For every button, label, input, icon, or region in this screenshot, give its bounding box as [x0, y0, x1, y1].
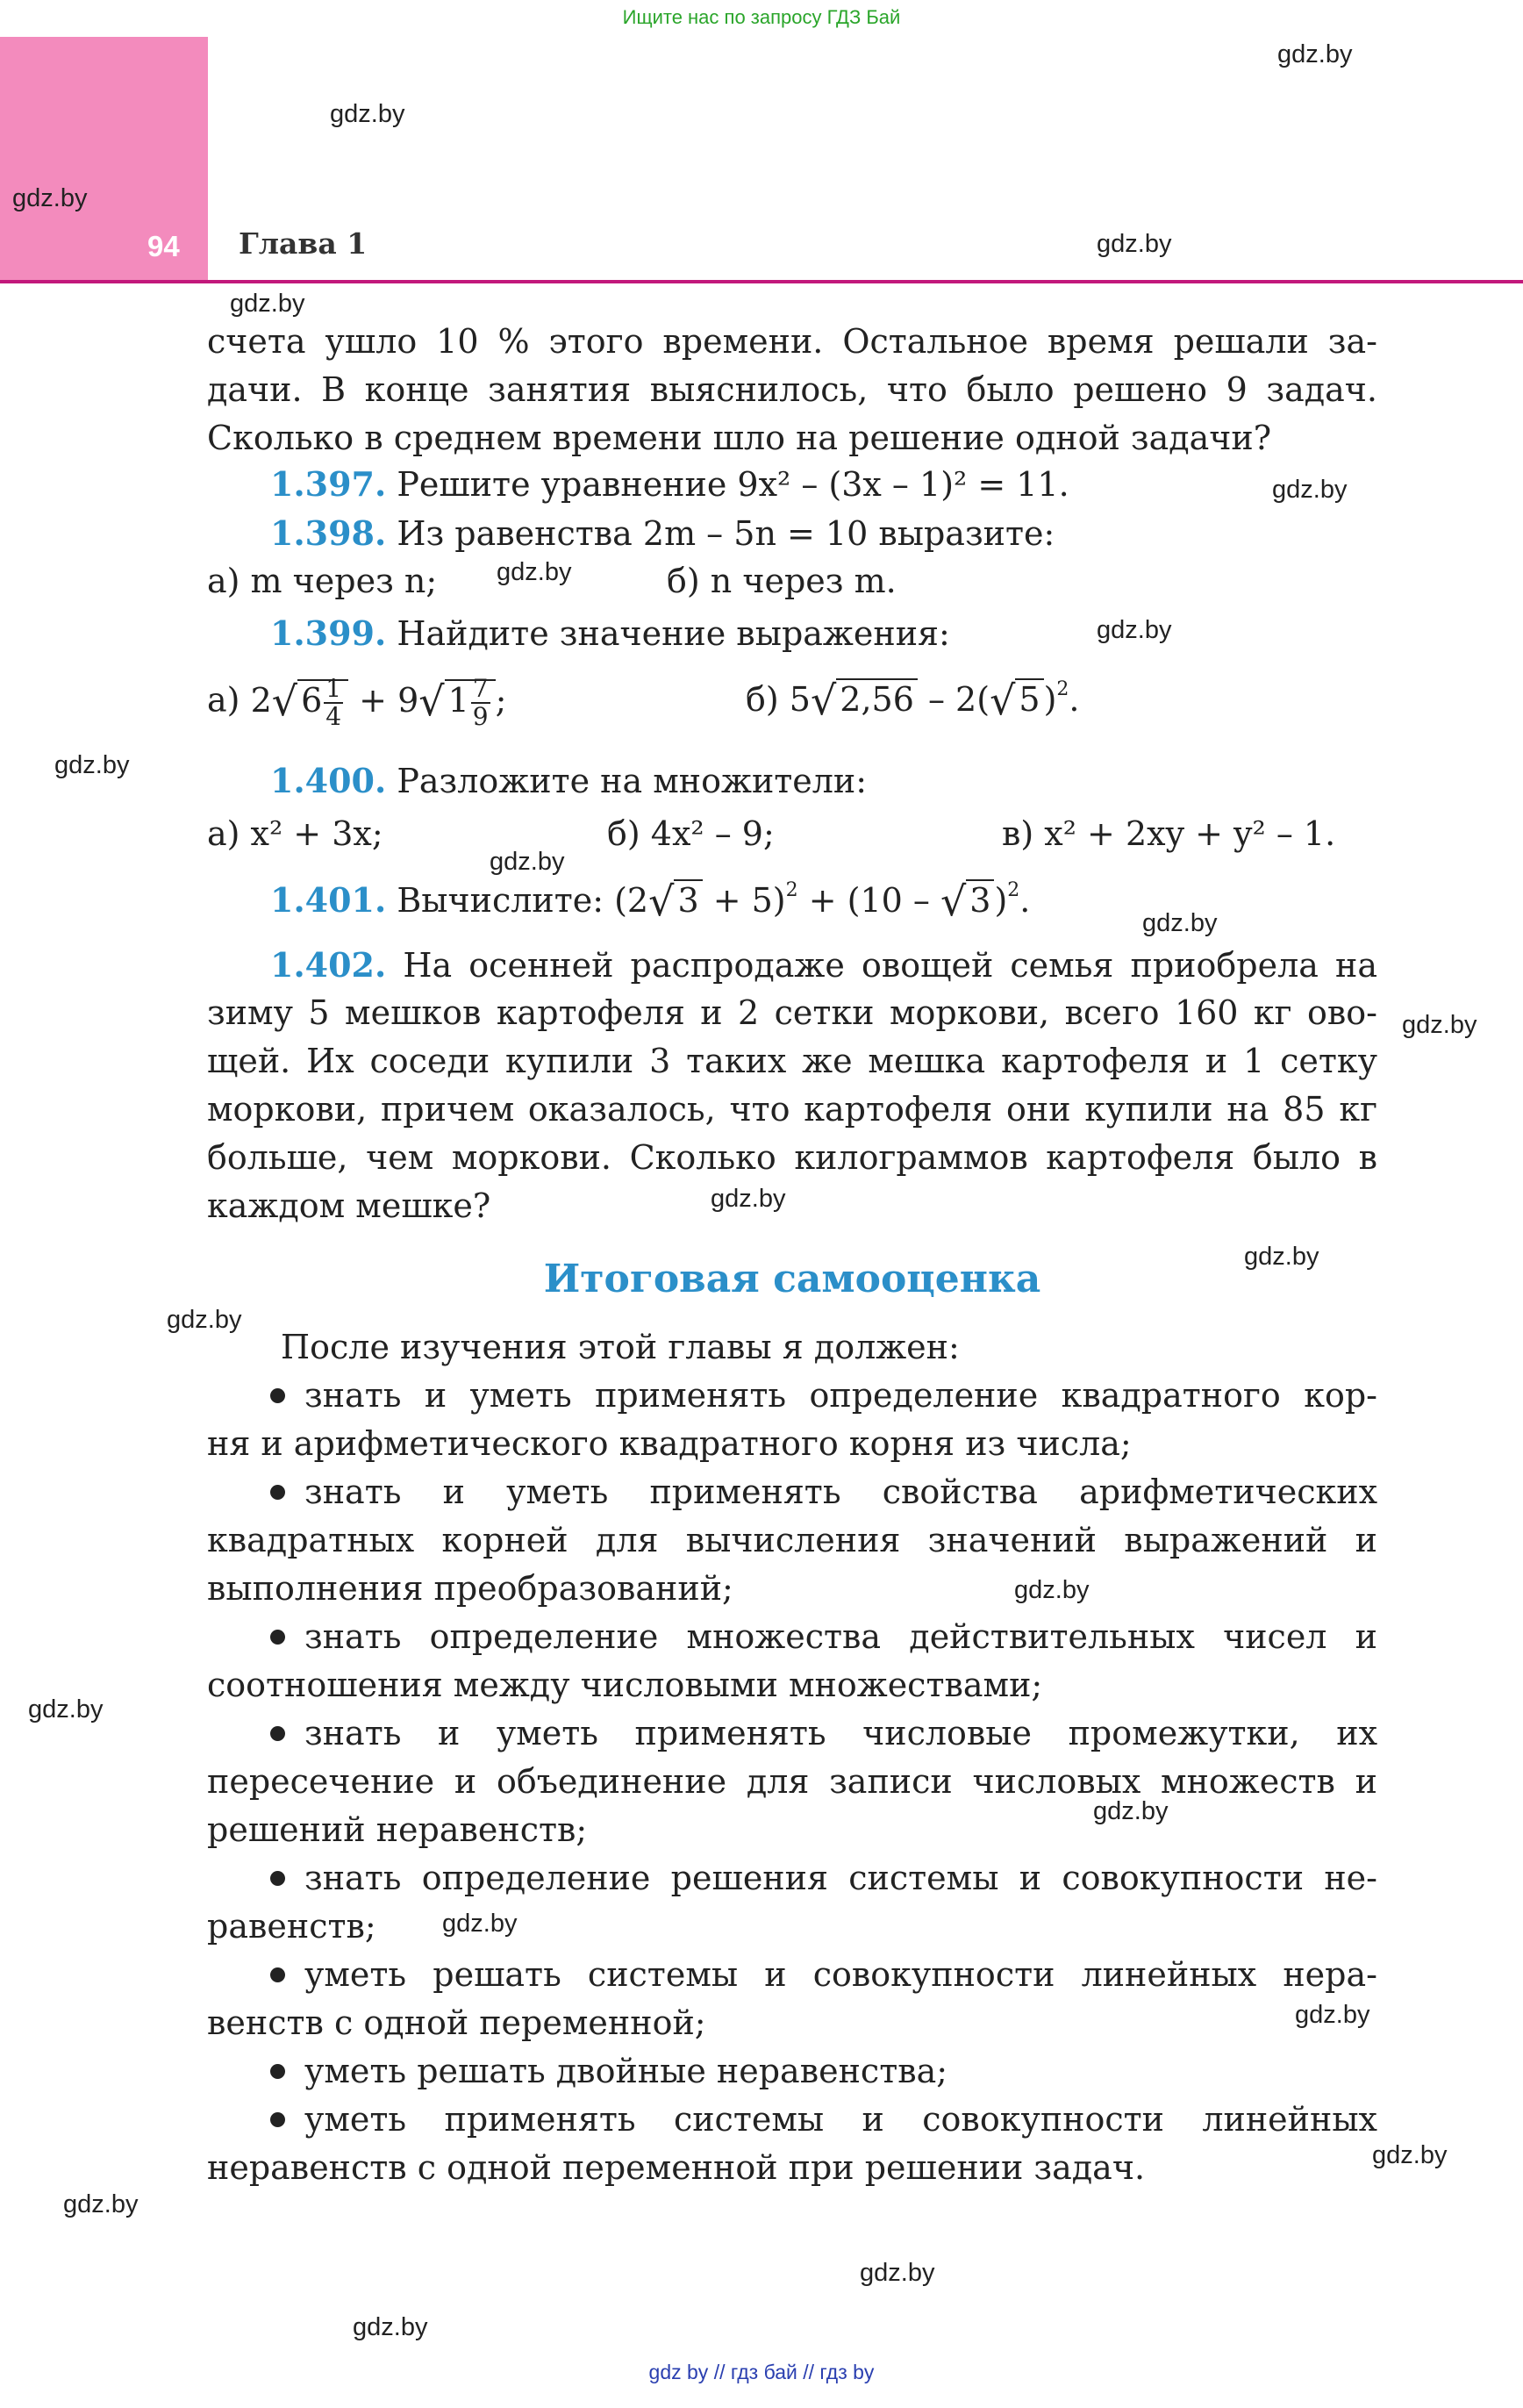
watermark: gdz.by — [1244, 1243, 1319, 1271]
problem-1402 — [207, 941, 1377, 1230]
watermark: gdz.by — [711, 1185, 786, 1213]
header-rule — [0, 280, 1523, 283]
problem-1399-options — [207, 676, 1377, 737]
problem-number: 1.399. — [270, 613, 387, 653]
text-line: зиму 5 мешков картофеля и 2 сетки моркови, всего 160 кг ово- — [207, 993, 1377, 1032]
watermark: gdz.by — [497, 558, 572, 586]
text-line: дачи. В конце занятия выяснилось, что было решено 9 задач. — [207, 370, 1377, 409]
problem-text: Из равенства 2m – 5n = 10 выразите: — [397, 514, 1055, 553]
watermark: gdz.by — [230, 290, 305, 318]
problem-number: 1.402. — [270, 945, 387, 985]
problem-text: Разложите на множители: — [397, 762, 868, 800]
bullet-item: уметь решать двойные неравенства; — [207, 2047, 1377, 2096]
chapter-title: Глава 1 — [239, 226, 368, 261]
problem-number: 1.400. — [270, 761, 387, 800]
problem-1400 — [207, 756, 1377, 858]
watermark: gdz.by — [167, 1306, 242, 1334]
problem-text: Решите уравнение — [397, 465, 727, 504]
watermark: gdz.by — [490, 848, 565, 876]
top-banner[interactable]: Ищите нас по запросу ГДЗ Бай — [622, 6, 901, 28]
watermark: gdz.by — [442, 1910, 518, 1938]
problem-text: Найдите значение выражения: — [397, 614, 950, 653]
watermark: gdz.by — [1402, 1011, 1477, 1039]
bullet-icon — [270, 1485, 285, 1500]
watermark: gdz.by — [1097, 616, 1172, 644]
option-b: б) n через m. — [667, 562, 897, 600]
text-line: На осенней распродаже овощей семья приобрела на — [403, 946, 1377, 985]
option-b: б) 5√ 2,56 – 2(√ 5 )$^2$. — [746, 677, 1080, 724]
watermark: gdz.by — [1097, 230, 1172, 258]
bullet-icon — [270, 1630, 285, 1645]
text-line: щей. Их соседи купили 3 таких же мешка картофеля и 1 сетку — [207, 1042, 1377, 1080]
self-intro: После изучения этой главы я должен: — [281, 1328, 960, 1366]
watermark: gdz.by — [353, 2313, 428, 2341]
page-number: 94 — [147, 230, 180, 262]
bullet-icon — [270, 1726, 285, 1741]
option-a: а) x² + 3x; — [207, 814, 383, 853]
problem-1398 — [207, 509, 1377, 606]
watermark: gdz.by — [63, 2190, 139, 2218]
bullet-icon — [270, 1871, 285, 1886]
problem-number: 1.397. — [270, 464, 387, 504]
watermark: gdz.by — [1014, 1576, 1090, 1604]
problem-text: Вычислите: — [397, 881, 604, 920]
problem-1399 — [207, 609, 1377, 657]
option-a-label: а) — [207, 680, 240, 720]
text-line: больше, чем моркови. Сколько килограммов картофеля было в — [207, 1138, 1377, 1177]
watermark: gdz.by — [1142, 909, 1218, 937]
text-line: моркови, причем оказалось, что картофеля они купили на 85 кг — [207, 1090, 1377, 1129]
watermark: gdz.by — [28, 1695, 104, 1724]
bullet-item: знать и уметь применять свойства арифметических квадратных корней для вычисления значений выражений и выполнения преобразований; — [207, 1473, 1377, 1608]
bullet-icon — [270, 2112, 285, 2127]
text-line: Сколько в среднем времени шло на решение одной задачи? — [207, 419, 1272, 457]
watermark: gdz.by — [1272, 476, 1348, 504]
problem-number: 1.401. — [270, 880, 387, 920]
text-line: счета ушло 10 % этого времени. Остальное время решали за- — [207, 322, 1377, 361]
footer-links[interactable]: gdz by // гдз бай // гдз by — [648, 2361, 875, 2383]
problem-number: 1.398. — [270, 513, 387, 553]
expression-a: 2√ 6 $\frac{1}{4}$ + 9√ 1 $\frac{7}{9}$ ; — [250, 674, 507, 731]
bullet-icon — [270, 1967, 285, 1982]
watermark: gdz.by — [12, 184, 88, 212]
expression: (2√ 3 + 5)$^2$ + (10 – √ 3 )$^2$. — [614, 878, 1031, 925]
watermark: gdz.by — [1277, 40, 1353, 68]
bullet-item: уметь решать системы и совокупности линейных нера- венств с одной переменной; — [207, 1955, 1377, 2042]
bullet-item: знать и уметь применять числовые промежутки, их пересечение и объединение для записи числовых множеств и решений неравенств; — [207, 1714, 1377, 1849]
bullet-icon — [270, 2064, 285, 2079]
watermark: gdz.by — [330, 100, 405, 128]
problem-1397 — [207, 460, 1377, 508]
option-c: в) x² + 2xy + y² – 1. — [1002, 814, 1336, 853]
watermark: gdz.by — [860, 2259, 935, 2287]
bullet-icon — [270, 1388, 285, 1403]
section-title: Итоговая самооценка — [543, 1257, 1041, 1301]
watermark: gdz.by — [1093, 1797, 1169, 1825]
bullet-item: знать определение решения системы и совокупности не- равенств; — [207, 1859, 1377, 1946]
watermark: gdz.by — [1295, 2001, 1370, 2029]
text-line: каждом мешке? — [207, 1186, 491, 1225]
self-assessment — [207, 1323, 1377, 2192]
option-a: а) m через n; — [207, 562, 438, 600]
bullet-item: знать определение множества действительных чисел и соотношения между числовыми множествами; — [207, 1617, 1377, 1704]
equation: 9x² – (3x – 1)² = 11. — [737, 465, 1069, 504]
problem-1401 — [207, 876, 1377, 924]
watermark: gdz.by — [1372, 2141, 1448, 2169]
bullet-item: уметь применять системы и совокупности линейных неравенств с одной переменной при решении задач. — [207, 2100, 1377, 2187]
watermark: gdz.by — [54, 751, 130, 779]
bullet-item: знать и уметь применять определение квадратного кор- ня и арифметического квадратного корня из числа; — [207, 1376, 1377, 1463]
intro-paragraph — [207, 318, 1377, 462]
option-b: б) 4x² – 9; — [607, 814, 775, 853]
